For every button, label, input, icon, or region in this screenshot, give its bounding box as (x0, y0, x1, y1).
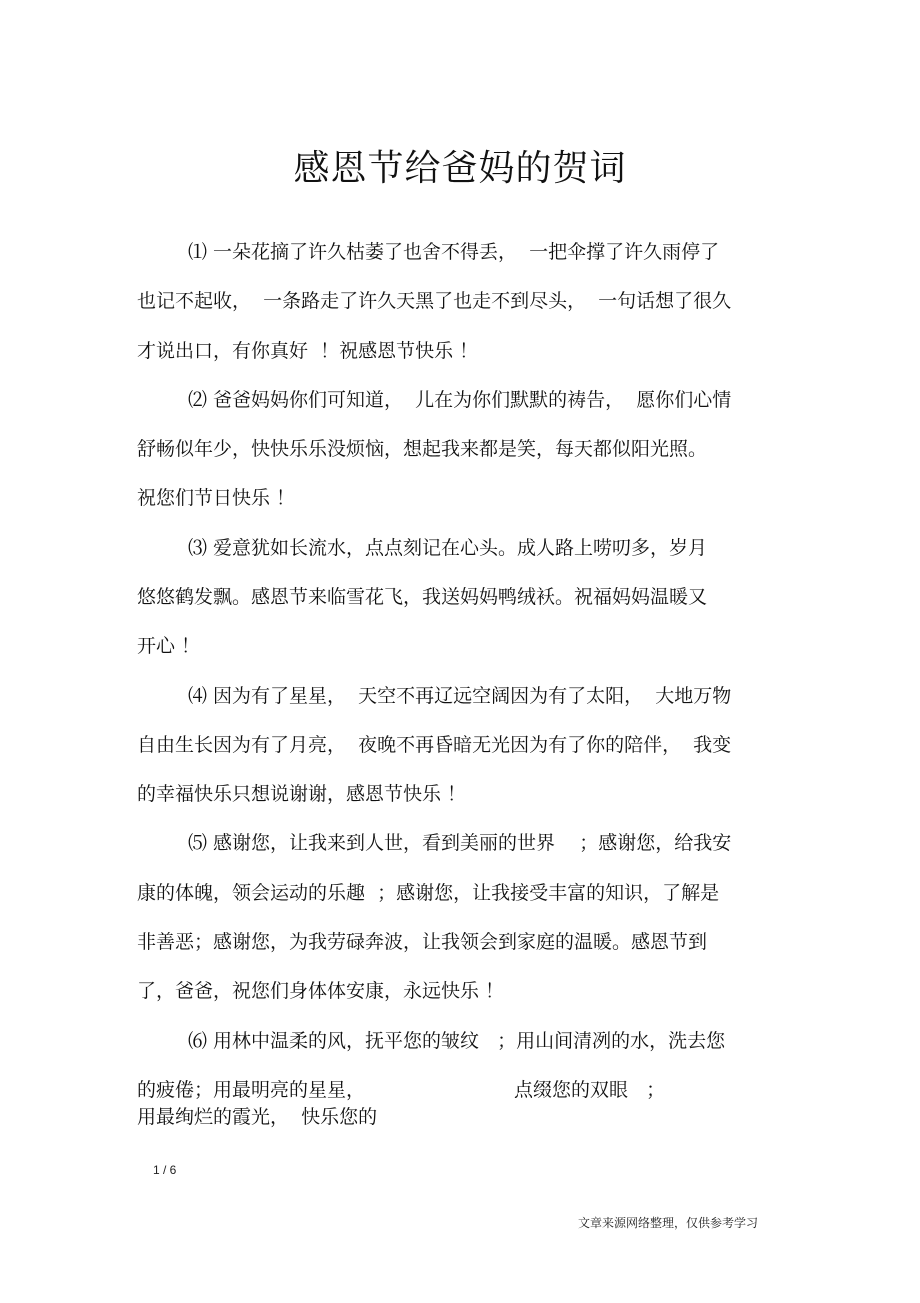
text-line: ⑹ 用林中温柔的风，抚平您的皱纹 ；用山间清冽的水，洗去您 (188, 1030, 726, 1052)
text-line: 用最绚烂的霞光， 快乐您的 (137, 1106, 378, 1128)
text-line: 祝您们节日快乐 ！ (137, 487, 296, 509)
document-title: 感恩节给爸妈的贺词 (293, 148, 627, 189)
text-line: ⑸ 感谢您，让我来到人世，看到美丽的世界 ；感谢您，给我安 (188, 832, 732, 854)
text-line: 自由生长因为有了月亮， 夜晚不再昏暗无光因为有了你的陪伴， 我变 (137, 734, 732, 756)
text-line: 开心 ！ (137, 635, 201, 657)
text-line: 悠悠鹤发飘。感恩节来临雪花飞，我送妈妈鸭绒袄。祝福妈妈温暖又 (137, 586, 708, 608)
text-line: 了，爸爸，祝您们身体体安康，永远快乐 ！ (137, 980, 505, 1002)
text-line: ⑴ 一朵花摘了许久枯萎了也舍不得丢， 一把伞撑了许久雨停了 (188, 241, 720, 263)
text-line: 舒畅似年少，快快乐乐没烦恼，想起我来都是笑，每天都似阳光照。 (137, 438, 708, 460)
text-line: 点缀您的双眼 ； (514, 1079, 666, 1101)
text-line: ⑷ 因为有了星星， 天空不再辽远空阔因为有了太阳， 大地万物 (188, 685, 732, 707)
page-number: 1 / 6 (153, 1163, 177, 1177)
footer-note: 文章来源网络整理，仅供参考学习 (578, 1216, 759, 1230)
text-line: 康的体魄，领会运动的乐趣 ；感谢您，让我接受丰富的知识，了解是 (137, 882, 720, 904)
text-line: ⑶ 爱意犹如长流水，点点刻记在心头。成人路上唠叨多，岁月 (188, 537, 708, 559)
text-line: 的幸福快乐只想说谢谢，感恩节快乐 ！ (137, 783, 467, 805)
text-line: 非善恶；感谢您，为我劳碌奔波，让我领会到家庭的温暖。感恩节到 (137, 931, 708, 953)
text-line: 才说出口，有你真好 ！祝感恩节快乐 ！ (137, 340, 479, 362)
text-line: ⑵ 爸爸妈妈你们可知道， 儿在为你们默默的祷告， 愿你们心情 (188, 389, 732, 411)
text-line: 也记不起收， 一条路走了许久天黑了也走不到尽头， 一句话想了很久 (137, 290, 732, 312)
text-line: 的疲倦；用最明亮的星星， (137, 1079, 366, 1101)
